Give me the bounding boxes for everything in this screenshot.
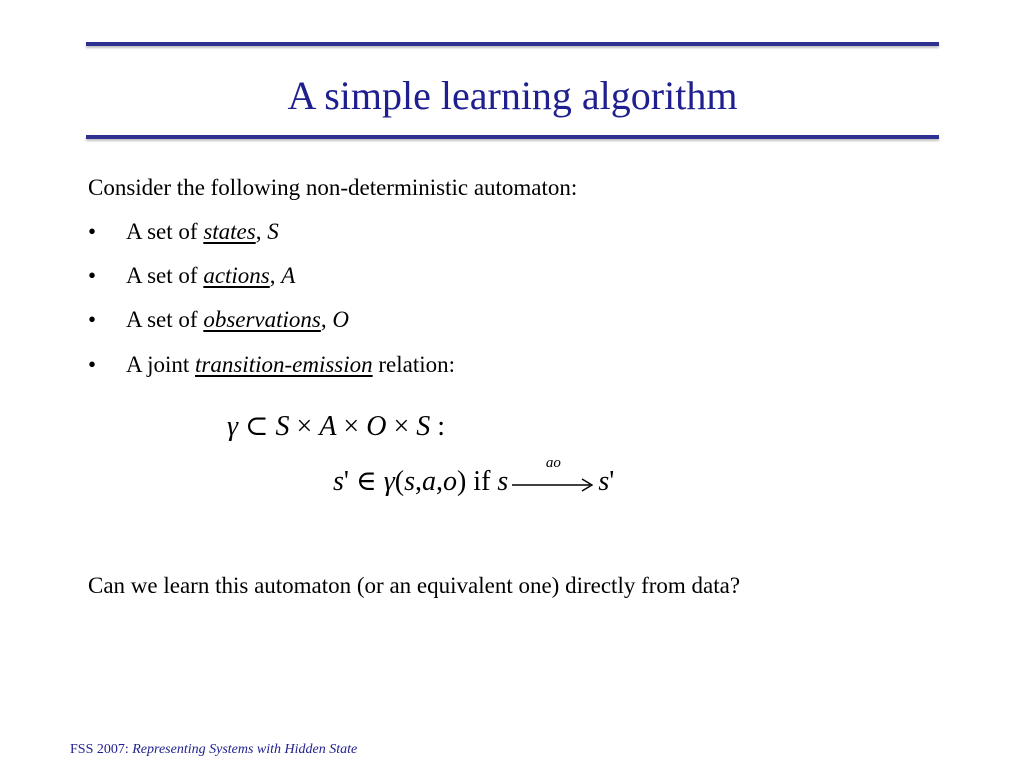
formula-s: s [404,466,415,497]
bullet-prefix: A set of [126,307,204,332]
footer-subtitle: Representing Systems with Hidden State [132,742,358,757]
bullet-glyph: • [88,307,97,332]
bullet-glyph: • [88,352,97,377]
formula-s: S [275,411,290,442]
title-rule-top [86,42,939,46]
formula-times: × [336,411,367,442]
formula-gamma: γ [383,466,395,497]
formula-comma: , [435,466,443,497]
bullet-states [88,217,279,247]
formula-transition [333,454,615,499]
formula-s: S [416,411,431,442]
bullet-separator: , [255,219,268,244]
formula-paren-close: ) [456,466,467,497]
title-rule-bottom [86,135,939,139]
bullet-symbol: A [281,263,296,288]
bullet-symbol: O [332,307,349,332]
formula-s-prime: s [333,466,344,497]
bullet-separator: , [269,263,282,288]
bullet-separator: , [320,307,333,332]
formula-a: a [421,466,436,497]
formula-gamma: γ [227,411,239,442]
bullet-term: actions [203,263,270,288]
bullet-prefix: A set of [126,263,204,288]
bullet-prefix: A set of [126,219,204,244]
transition-arrow [510,454,596,499]
bullet-glyph: • [88,219,97,244]
formula-o: o [442,466,457,497]
bullet-symbol: S [267,219,279,244]
question-text: Can we learn this automaton (or an equivalent one) directly from data? [88,573,741,598]
bullet-observations [88,305,349,335]
formula-s-right: s [598,466,610,497]
bullet-term: states [203,219,256,244]
bullet-prefix: A joint [126,352,196,377]
formula-s-left: s [497,466,509,497]
footer-prefix: FSS 2007: [70,742,133,757]
bullet-suffix: relation: [372,352,456,377]
formula-if: if [466,466,498,497]
formula-comma: , [414,466,422,497]
bullet-transition-emission [88,350,455,380]
formula-times: × [289,411,320,442]
formula-times: × [386,411,417,442]
bullet-actions [88,261,295,291]
right-arrow-icon [510,469,596,499]
bullet-term: observations [203,307,321,332]
bullet-glyph: • [88,263,97,288]
formula-element-of: ∈ [348,466,384,497]
formula-prime: ' [609,466,615,497]
formula-o: O [366,411,387,442]
bullet-term: transition-emission [195,352,373,377]
slide-title: A simple learning algorithm [287,73,738,118]
footer [70,741,357,759]
arrow-label: ao [545,454,561,471]
formula-subset: ⊂ [238,411,276,442]
formula-colon: : [430,411,446,442]
formula-prime: ' [343,466,349,497]
intro-text: Consider the following non-deterministic automaton: [88,175,578,200]
formula-paren-open: ( [394,466,405,497]
formula-a: A [319,411,337,442]
formula-relation [227,410,445,444]
